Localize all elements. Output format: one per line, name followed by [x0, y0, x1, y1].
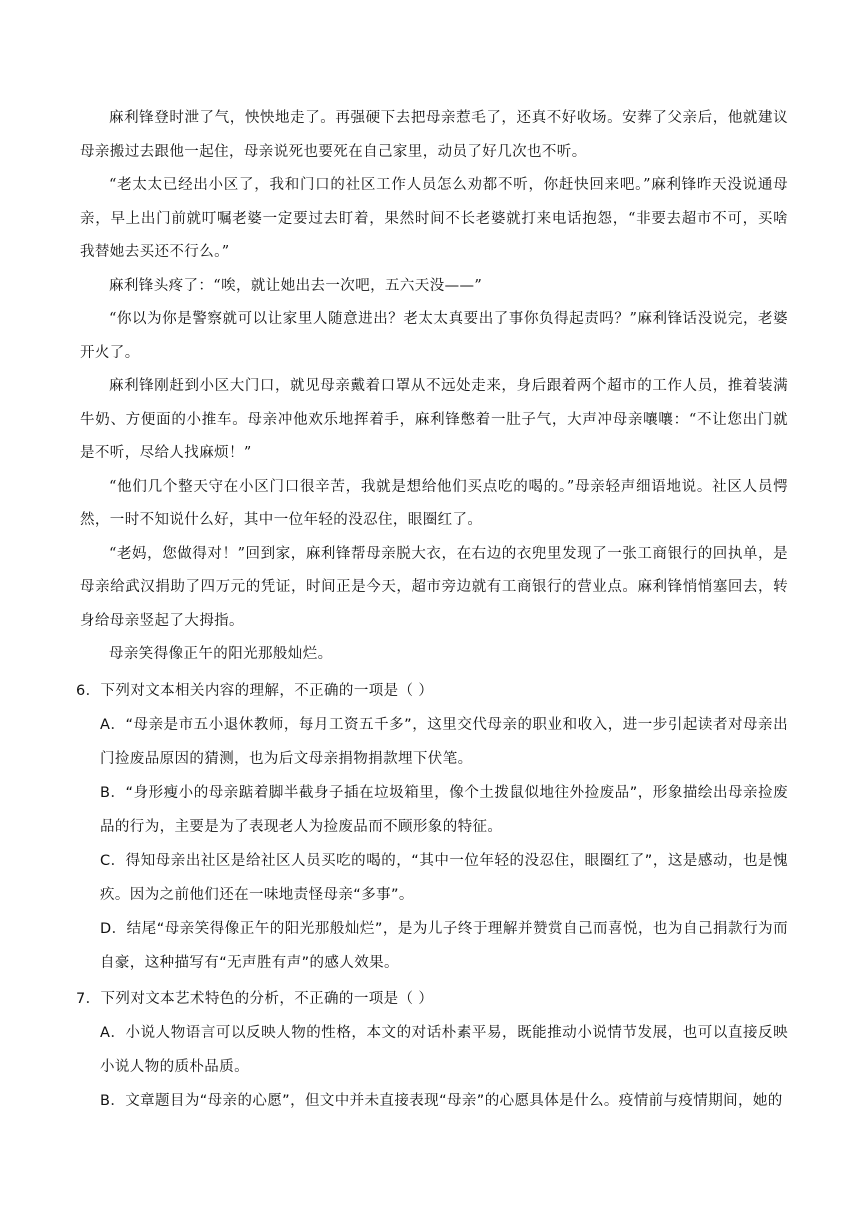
story-paragraph: 母亲笑得像正午的阳光那般灿烂。 — [109, 646, 333, 662]
story-paragraph: 麻利锋登时泄了气，怏怏地走了。再强硬下去把母亲惹毛了，还真不好收场。安葬了父亲后，他就建议母亲搬过去跟他一起住，母亲说死也要死在自己家里，动员了好几次也不听。 — [80, 110, 788, 160]
question-6 — [76, 674, 788, 980]
story-paragraph: “你以为你是警察就可以让家里人随意进出？老太太真要出了事你负得起责吗？”麻利锋话没说完，老婆开火了。 — [80, 311, 788, 361]
story-paragraph: 麻利锋刚赶到小区大门口，就见母亲戴着口罩从不远处走来，身后跟着两个超市的工作人员，推着装满牛奶、方便面的小推车。母亲冲他欢乐地挥着手，麻利锋憋着一肚子气，大声冲母亲嚷嚷：“不让您出门就是不听，尽给人找麻烦！” — [80, 378, 788, 461]
option-a: A．“母亲是市五小退休教师，每月工资五千多”，这里交代母亲的职业和收入，进一步引起读者对母亲出门捡废品原因的猜测，也为后文母亲捐物捐款埋下伏笔。 — [100, 716, 788, 767]
option-b: B．文章题目为“母亲的心愿”，但文中并未直接表现“母亲”的心愿具体是什么。疫情前与疫情期间，她的 — [100, 1092, 783, 1109]
question-7 — [76, 982, 788, 1118]
option-c: C．得知母亲出社区是给社区人员买吃的喝的，“其中一位年轻的没忍住，眼圈红了”，这是感动，也是愧疚。因为之前他们还在一味地责怪母亲“多事”。 — [100, 852, 788, 903]
story-text — [80, 102, 788, 672]
story-paragraph: 麻利锋头疼了：“唉，就让她出去一次吧，五六天没——” — [109, 277, 483, 294]
question-stem: 6．下列对文本相关内容的理解，不正确的一项是（ ） — [76, 682, 434, 699]
option-b: B．“身形瘦小的母亲踮着脚半截身子插在垃圾箱里，像个土拨鼠似地往外捡废品”，形象描绘出母亲捡废品的行为，主要是为了表现老人为捡废品而不顾形象的特征。 — [100, 784, 788, 835]
story-paragraph: “老太太已经出小区了，我和门口的社区工作人员怎么劝都不听，你赶快回来吧。”麻利锋昨天没说通母亲，早上出门前就叮嘱老婆一定要过去盯着，果然时间不长老婆就打来电话抱怨，“非要去超市不可，买啥我替她去买还不行么。” — [80, 177, 788, 260]
option-a: A．小说人物语言可以反映人物的性格，本文的对话朴素平易，既能推动小说情节发展，也可以直接反映小说人物的质朴品质。 — [100, 1024, 788, 1075]
story-paragraph: “他们几个整天守在小区门口很辛苦，我就是想给他们买点吃的喝的。”母亲轻声细语地说。社区人员愕然，一时不知说什么好，其中一位年轻的没忍住，眼圈红了。 — [80, 478, 788, 528]
option-d: D．结尾“母亲笑得像正午的阳光那般灿烂”，是为儿子终于理解并赞赏自己而喜悦，也为自己捐款行为而自豪，这种描写有“无声胜有声”的感人效果。 — [100, 920, 788, 971]
story-paragraph: “老妈，您做得对！”回到家，麻利锋帮母亲脱大衣，在右边的衣兜里发现了一张工商银行的回执单，是母亲给武汉捐助了四万元的凭证，时间正是今天，超市旁边就有工商银行的营业点。麻利锋悄悄塞回去，转身给母亲竖起了大拇指。 — [80, 545, 788, 629]
question-stem: 7．下列对文本艺术特色的分析，不正确的一项是（ ） — [76, 990, 434, 1007]
